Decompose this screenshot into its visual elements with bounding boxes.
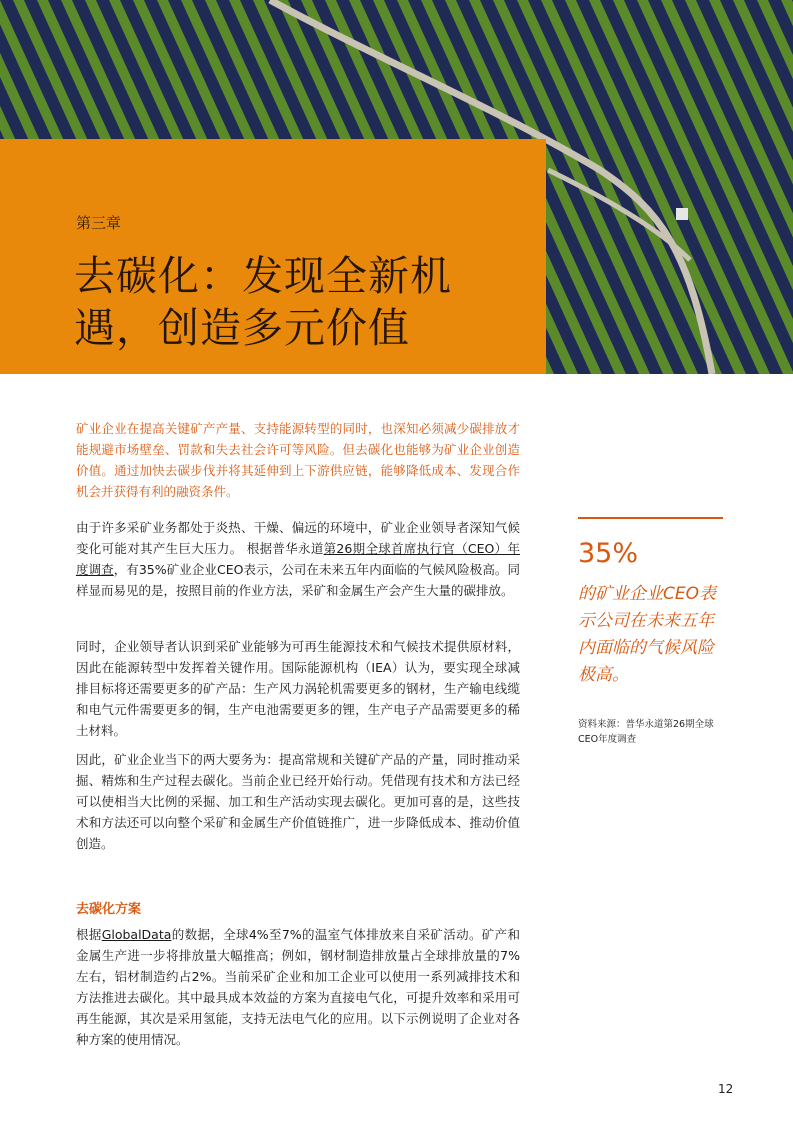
- section-heading: 去碳化方案: [76, 902, 142, 917]
- stat-number: 35%: [578, 538, 639, 569]
- stat-description: 的矿业企业CEO表示公司在未来五年内面临的气候风险极高。: [578, 584, 716, 685]
- globaldata-link[interactable]: GlobalData: [101, 927, 172, 942]
- stat-callout: [578, 517, 723, 747]
- title-line-2: 遇，创造多元价值: [74, 304, 410, 352]
- chapter-label: 第三章: [76, 214, 122, 232]
- paragraph-3: 因此，矿业企业当下的两大要务为：提高常规和关键矿产品的产量，同时推动采掘、精炼和生产过程去碳化。当前企业已经开始行动。凭借现有技术和方法已经可以使相当大比例的采掘、加工和生产活动实现去碳化。更加可喜的是，这些技术和方法还可以向整个采矿和金属生产价值链推广，进一步降低成本、推动价值创造。: [76, 752, 520, 851]
- equipment-shed: [676, 208, 688, 220]
- paragraph-4: [76, 924, 520, 1050]
- paragraph-2: 同时，企业领导者认识到采矿业能够为可再生能源技术和气候技术提供原材料，因此在能源转型中发挥着关键作用。国际能源机构（IEA）认为，要实现全球减排目标将还需要更多的矿产品：生产风力涡轮机需要更多的钢材，生产输电线缆和电气元件需要更多的铜，生产电池需要更多的锂，生产电子产品需要更多的稀土材料。: [76, 639, 520, 738]
- paragraph-1: [76, 517, 520, 601]
- stat-source: 资料来源：普华永道第26期全球CEO年度调查: [578, 719, 714, 745]
- paragraph-1-text-a: 由于许多采矿业务都处于炎热、干燥、偏远的环境中，矿业企业领导者深知气候变化可能对其产生巨大压力。 根据普华永道: [76, 520, 520, 556]
- paragraph-4-text-a: 根据: [76, 927, 102, 942]
- paragraph-1-text-b: ，有35%矿业企业CEO表示，公司在未来五年内面临的气候风险极高。同样显而易见的是，按照目前的作业方法，采矿和金属生产会产生大量的碳排放。: [76, 562, 520, 598]
- title-line-1: 去碳化：发现全新机: [74, 252, 452, 300]
- page-number: 12: [718, 1082, 734, 1096]
- ceo-survey-link[interactable]: 第26期全球首席执行官（CEO）年度调查: [76, 541, 520, 577]
- paragraph-4-text-b: 的数据，全球4%至7%的温室气体排放来自采矿活动。矿产和金属生产进一步将排放量大幅推高；例如，钢材制造排放量占全球排放量的7%左右，铝材制造约占2%。当前采矿企业和加工企业可以使用一系列减排技术和方法推进去碳化。其中最具成本效益的方案为直接电气化，可提升效率和采用可再生能源，其次是采用氢能，支持无法电气化的应用。以下示例说明了企业对各种方案的使用情况。: [76, 927, 520, 1047]
- intro-paragraph: 矿业企业在提高关键矿产产量、支持能源转型的同时，也深知必须减少碳排放才能规避市场壁垒、罚款和失去社会许可等风险。但去碳化也能够为矿业企业创造价值。通过加快去碳步伐并将其延伸到上下游供应链，能够降低成本、发现合作机会并获得有利的融资条件。: [76, 421, 520, 499]
- page-title: [74, 250, 534, 354]
